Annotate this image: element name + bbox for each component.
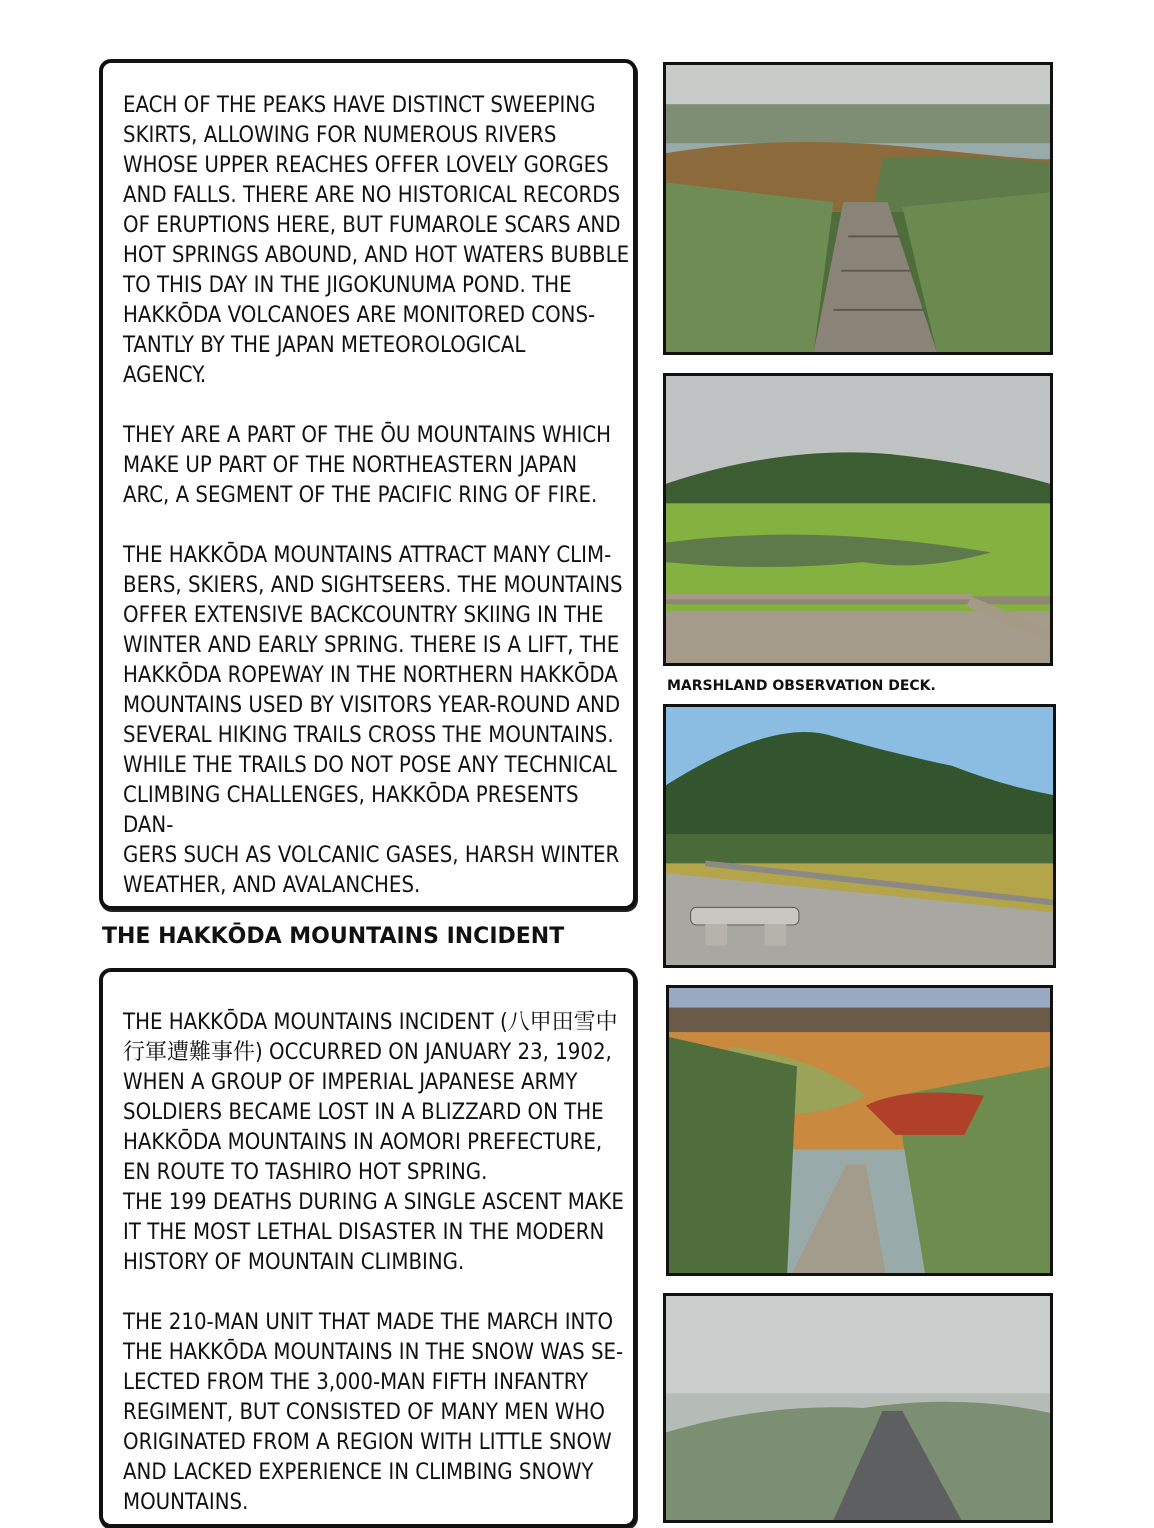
photo-caption: MARSHLAND OBSERVATION DECK.: [667, 678, 936, 694]
autumn-stairs-photo: [666, 985, 1053, 1276]
boardwalk-marsh-photo: [663, 62, 1053, 355]
observation-deck-photo: [663, 373, 1053, 666]
bench-mountain-photo: [663, 704, 1056, 968]
section-heading: THE HAKKŌDA MOUNTAINS INCIDENT: [102, 924, 565, 949]
panel-2-paragraph-2: THE 210-MAN UNIT THAT MADE THE MARCH INTO THE HAKKŌDA MOUNTAINS IN THE SNOW WAS SE- LECTED FROM THE 3,000-MAN FIFTH INFANTRY REGIMENT, BUT CONSISTED OF MANY MEN WHO ORIGINATED FROM A REGION WITH LITTLE SNOW AND LACKED EXPERIENCE IN CLIMBING SNOWY MOUNTAINS.: [123, 1310, 624, 1515]
panel-1-paragraph-1: EACH OF THE PEAKS HAVE DISTINCT SWEEPING SKIRTS, ALLOWING FOR NUMEROUS RIVERS WHOSE UPPER REACHES OFFER LOVELY GORGES AND FALLS. THERE ARE NO HISTORICAL RECORDS OF ERUPTIONS HERE, BUT FUMAROLE SCARS AND HOT SPRINGS ABOUND, AND HOT WATERS BUBBLE TO THIS DAY IN THE JIGOKUNUMA POND. THE HAKKŌDA VOLCANOES ARE MONITORED CONS- TANTLY BY THE JAPAN METEOROLOGICAL AGENCY.: [123, 93, 630, 388]
text-panel-2: [99, 968, 637, 1528]
foggy-path-photo: [663, 1293, 1053, 1523]
panel-1-paragraph-2: THEY ARE A PART OF THE ŌU MOUNTAINS WHICH MAKE UP PART OF THE NORTHEASTERN JAPAN ARC, A SEGMENT OF THE PACIFIC RING OF FIRE.: [123, 423, 612, 508]
panel-1-paragraph-3: THE HAKKŌDA MOUNTAINS ATTRACT MANY CLIM- BERS, SKIERS, AND SIGHTSEERS. THE MOUNTAINS OFFER EXTENSIVE BACKCOUNTRY SKIING IN THE WINTER AND EARLY SPRING. THERE IS A LIFT, THE HAKKŌDA ROPEWAY IN THE NORTHERN HAKKŌDA MOUNTAINS USED BY VISITORS YEAR-ROUND AND SEVERAL HIKING TRAILS CROSS THE MOUNTAINS. WHILE THE TRAILS DO NOT POSE ANY TECHNICAL CLIMBING CHALLENGES, HAKKŌDA PRESENTS DAN- GERS SUCH AS VOLCANIC GASES, HARSH WINTER WEATHER, AND AVALANCHES.: [123, 543, 623, 898]
text-panel-1: [99, 59, 637, 910]
panel-2-paragraph-1: THE HAKKŌDA MOUNTAINS INCIDENT (八甲田雪中 行軍遭難事件) OCCURRED ON JANUARY 23, 1902, WHEN A GROUP OF IMPERIAL JAPANESE ARMY SOLDIERS BECAME LOST IN A BLIZZARD ON THE HAKKŌDA MOUNTAINS IN AOMORI PREFECTURE, EN ROUTE TO TASHIRO HOT SPRING. THE 199 DEATHS DURING A SINGLE ASCENT MAKE IT THE MOST LETHAL DISASTER IN THE MODERN HISTORY OF MOUNTAIN CLIMBING.: [123, 1010, 624, 1275]
